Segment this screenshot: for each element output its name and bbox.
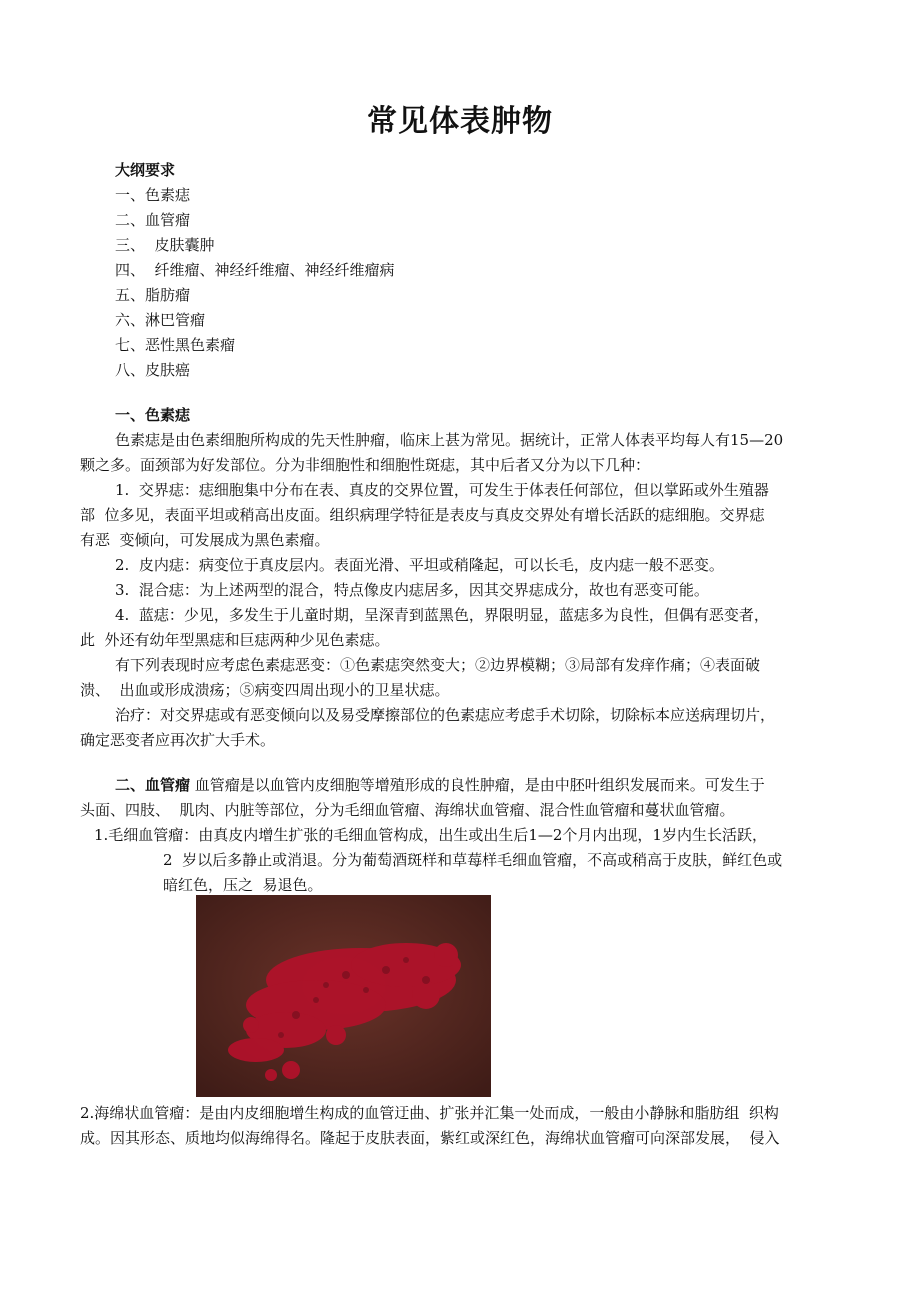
lesion-illustration bbox=[196, 895, 491, 1097]
paragraph-line: 溃、 出血或形成溃疡；⑤病变四周出现小的卫星状痣。 bbox=[80, 681, 450, 699]
paragraph-line: 有下列表现时应考虑色素痣恶变：①色素痣突然变大；②边界模糊；③局部有发痒作痛；④表面破 bbox=[115, 656, 761, 674]
paragraph-line: 2.海绵状血管瘤：是由内皮细胞增生构成的血管迂曲、扩张并汇集一处而成，一般由小静脉和脂肪组 织构 bbox=[80, 1104, 779, 1122]
page-title: 常见体表肿物 bbox=[367, 104, 553, 139]
section-heading-nevus: 一、色素痣 bbox=[115, 406, 191, 424]
syllabus-item: 六、淋巴管瘤 bbox=[115, 311, 206, 329]
paragraph-line: 头面、四肢、 肌肉、内脏等部位，分为毛细血管瘤、海绵状血管瘤、混合性血管瘤和蔓状血管瘤。 bbox=[80, 801, 735, 819]
syllabus-item: 五、脂肪瘤 bbox=[115, 286, 191, 304]
syllabus-item: 四、 纤维瘤、神经纤维瘤、神经纤维瘤病 bbox=[115, 261, 395, 279]
paragraph-line: 1.毛细血管瘤：由真皮内增生扩张的毛细血管构成，出生或出生后1—2个月内出现，1岁内生长活跃， bbox=[94, 826, 767, 844]
syllabus-item: 一、色素痣 bbox=[115, 186, 191, 204]
syllabus-item: 七、恶性黑色素瘤 bbox=[115, 336, 236, 354]
paragraph-line: 治疗：对交界痣或有恶变倾向以及易受摩擦部位的色素痣应考虑手术切除，切除标本应送病理切片， bbox=[115, 706, 776, 724]
paragraph-line: 有恶 变倾向，可发展成为黑色素瘤。 bbox=[80, 531, 330, 549]
paragraph-line: 部 位多见，表面平坦或稍高出皮面。组织病理学特征是表皮与真皮交界处有增长活跃的痣细胞。交界痣 bbox=[80, 506, 765, 524]
section2-intro bbox=[115, 775, 765, 795]
syllabus-item: 二、血管瘤 bbox=[115, 211, 191, 229]
paragraph-line: 3. 混合痣：为上述两型的混合，特点像皮内痣居多，因其交界痣成分，故也有恶变可能。 bbox=[115, 581, 709, 599]
paragraph-line: 色素痣是由色素细胞所构成的先天性肿瘤，临床上甚为常见。据统计，正常人体表平均每人有15—20 bbox=[115, 431, 784, 449]
paragraph-line: 2. 皮内痣：病变位于真皮层内。表面光滑、平坦或稍隆起，可以长毛，皮内痣一般不恶变。 bbox=[115, 556, 724, 574]
paragraph-line: 此 外还有幼年型黑痣和巨痣两种少见色素痣。 bbox=[80, 631, 390, 649]
paragraph-line: 颗之多。面颈部为好发部位。分为非细胞性和细胞性斑痣，其中后者又分为以下几种： bbox=[80, 456, 651, 474]
paragraph-line: 暗红色，压之 易退色。 bbox=[163, 876, 323, 894]
paragraph-line: 成。因其形态、质地均似海绵得名。隆起于皮肤表面，紫红或深红色，海绵状血管瘤可向深部发展， 侵入 bbox=[80, 1129, 780, 1147]
paragraph-line: 2 岁以后多静止或消退。分为葡萄酒斑样和草莓样毛细血管瘤，不高或稍高于皮肤，鲜红色或 bbox=[163, 851, 783, 869]
paragraph-line: 1. 交界痣：痣细胞集中分布在表、真皮的交界位置，可发生于体表任何部位，但以掌跖或外生殖器 bbox=[115, 481, 769, 499]
syllabus-item: 三、 皮肤囊肿 bbox=[115, 236, 215, 254]
syllabus-item: 八、皮肤癌 bbox=[115, 361, 191, 379]
paragraph-line: 确定恶变者应再次扩大手术。 bbox=[80, 731, 276, 749]
section-heading-hemangioma: 二、血管瘤 bbox=[115, 776, 191, 794]
paragraph-line: 血管瘤是以血管内皮细胞等增殖形成的良性肿瘤，是由中胚叶组织发展而来。可发生于 bbox=[190, 776, 765, 794]
paragraph-line: 4. 蓝痣：少见，多发生于儿童时期，呈深青到蓝黑色，界限明显，蓝痣多为良性，但偶有恶变者， bbox=[115, 606, 769, 624]
syllabus-heading: 大纲要求 bbox=[115, 161, 176, 179]
capillary-hemangioma-photo bbox=[196, 895, 491, 1097]
